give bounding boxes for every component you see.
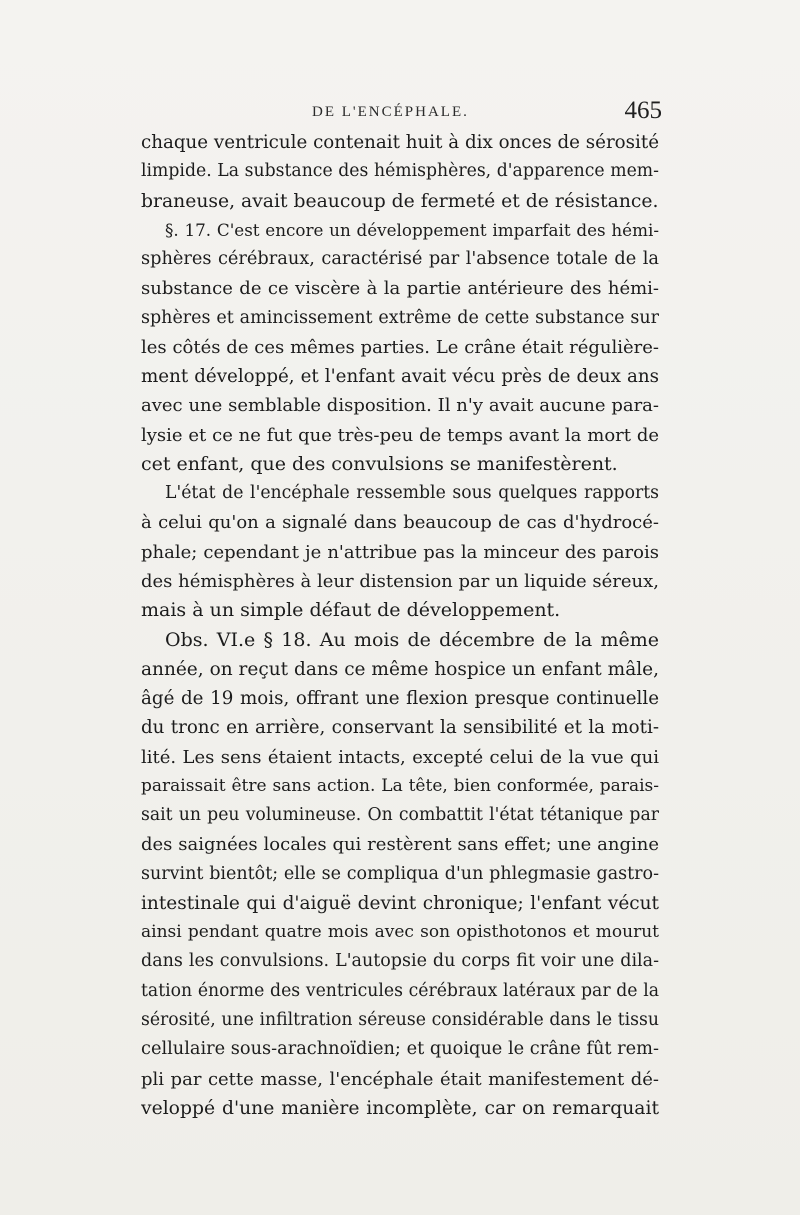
text-line: braneuse, avait beaucoup de fermeté et de résistance. bbox=[141, 190, 659, 212]
running-title: DE L'ENCÉPHALE. bbox=[312, 104, 469, 120]
text-line: lité. Les sens étaient intacts, excepté celui de la vue qui bbox=[141, 746, 659, 768]
text-line: des saignées locales qui restèrent sans effet; une angine bbox=[141, 834, 659, 856]
text-line: limpide. La substance des hémisphères, d'apparence mem- bbox=[141, 161, 659, 182]
text-line: chaque ventricule contenait huit à dix onces de sérosité bbox=[141, 132, 659, 153]
text-line: année, on reçut dans ce même hospice un enfant mâle, bbox=[141, 658, 659, 680]
text-line: ainsi pendant quatre mois avec son opisthotonos et mourut bbox=[141, 922, 659, 943]
text-line: mais à un simple défaut de développement. bbox=[141, 599, 561, 622]
text-line: à celui qu'on a signalé dans beaucoup de cas d'hydrocé- bbox=[141, 512, 659, 534]
text-line: cellulaire sous-arachnoïdien; et quoique le crâne fût rem- bbox=[141, 1039, 659, 1060]
text-line: sphères cérébraux, caractérisé par l'absence totale de la bbox=[141, 249, 659, 270]
text-line: veloppé d'une manière incomplète, car on remarquait bbox=[141, 1097, 659, 1119]
text-line: avec une semblable disposition. Il n'y avait aucune para- bbox=[141, 395, 659, 417]
page-header bbox=[312, 97, 662, 130]
text-line: substance de ce viscère à la partie antérieure des hémi- bbox=[141, 278, 659, 300]
text-line: pli par cette masse, l'encéphale était manifestement dé- bbox=[141, 1068, 659, 1090]
text-line: cet enfant, que des convulsions se manifestèrent. bbox=[141, 452, 618, 475]
text-line: ment développé, et l'enfant avait vécu près de deux ans bbox=[141, 366, 659, 388]
text-line: sait un peu volumineuse. On combattit l'état tétanique par bbox=[141, 805, 659, 826]
text-line: tation énorme des ventricules cérébraux latéraux par de la bbox=[141, 980, 659, 1001]
text-line: dans les convulsions. L'autopsie du corps fit voir une dila- bbox=[141, 951, 659, 972]
text-line: L'état de l'encéphale ressemble sous quelques rapports bbox=[165, 483, 659, 504]
text-line: des hémisphères à leur distension par un liquide séreux, bbox=[141, 570, 659, 592]
text-line: intestinale qui d'aiguë devint chronique; l'enfant vécut bbox=[141, 892, 659, 914]
text-line: §. 17. C'est encore un développement imparfait des hémi- bbox=[165, 219, 659, 240]
text-line: phale; cependant je n'attribue pas la minceur des parois bbox=[141, 541, 659, 563]
body-text bbox=[141, 128, 659, 1123]
text-line: survint bientôt; elle se compliqua d'un phlegmasie gastro- bbox=[141, 863, 659, 884]
text-line: du tronc en arrière, conservant la sensibilité et la moti- bbox=[141, 717, 659, 739]
text-line: sphères et amincissement extrême de cette substance sur bbox=[141, 307, 659, 328]
text-line: âgé de 19 mois, offrant une flexion presque continuelle bbox=[141, 688, 659, 710]
text-line: les côtés de ces mêmes parties. Le crâne était régulière- bbox=[141, 336, 659, 358]
text-line: sérosité, une infiltration séreuse considérable dans le tissu bbox=[141, 1009, 659, 1030]
text-line: paraissait être sans action. La tête, bien conformée, parais- bbox=[141, 775, 659, 796]
text-line: Obs. VI.e § 18. Au mois de décembre de la même bbox=[165, 628, 659, 651]
page-number: 465 bbox=[624, 97, 662, 124]
text-line: lysie et ce ne fut que très-peu de temps avant la mort de bbox=[141, 424, 659, 446]
